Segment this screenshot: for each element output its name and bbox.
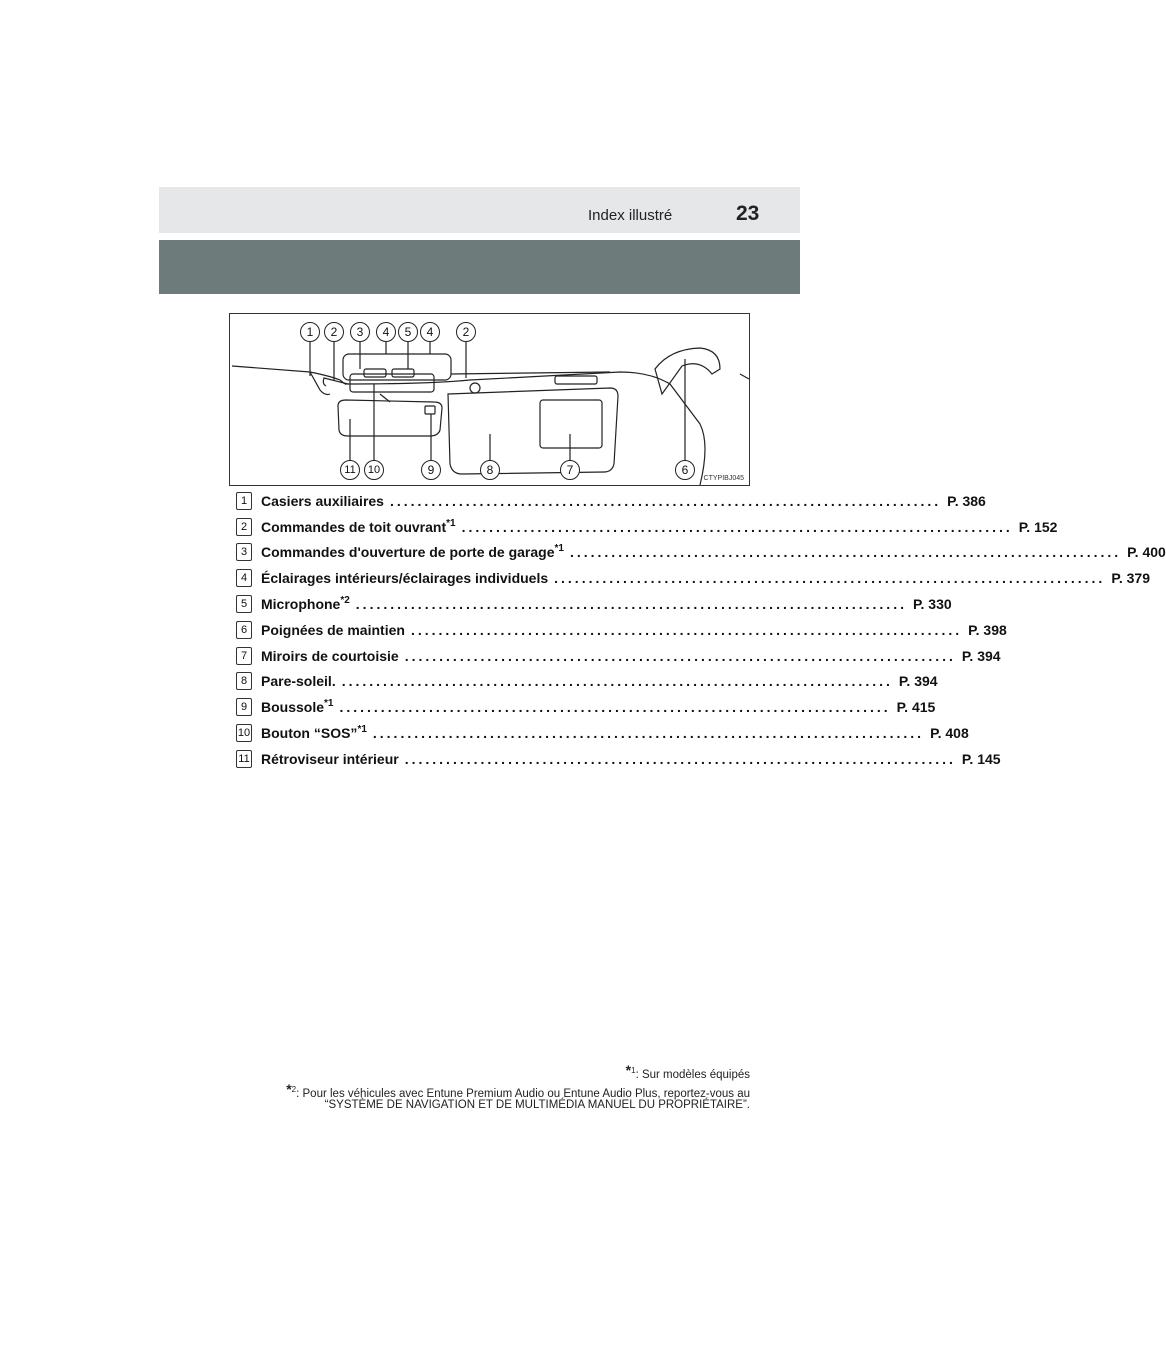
entry-number-badge: 11 <box>236 750 252 768</box>
entry-label-text: Commandes de toit ouvrant <box>261 518 447 535</box>
entry-label-text: Éclairages intérieurs/éclairages individuels <box>261 570 549 587</box>
entry-label <box>261 519 456 535</box>
footnote-mark: * <box>286 1081 292 1097</box>
footnote-2 <box>286 1081 750 1100</box>
index-entry <box>236 565 1150 591</box>
entry-page-ref: P. 152 <box>1018 518 1058 535</box>
dot-leader: ................................................................................ <box>404 750 956 767</box>
entry-page-ref: P. 408 <box>930 725 969 742</box>
entry-label-text: Bouton “SOS” <box>261 725 358 742</box>
entry-label <box>261 622 405 638</box>
entry-label <box>261 673 336 689</box>
callout-10: 10 <box>364 460 384 480</box>
entry-label-text: Miroirs de courtoisie <box>261 647 399 664</box>
dot-leader: ................................................................................ <box>341 673 893 690</box>
entry-label-text: Casiers auxiliaires <box>261 492 384 509</box>
entry-footnote-ref: *1 <box>554 543 564 555</box>
footnote-number: 2 <box>291 1085 297 1094</box>
callout-5: 5 <box>398 322 418 342</box>
footnote-text: “SYSTÈME DE NAVIGATION ET DE MULTIMÉDIA MANUEL DU PROPRIÉTAIRE”. <box>324 1099 750 1111</box>
dot-leader: ................................................................................ <box>569 544 1122 561</box>
footnote-1 <box>626 1062 750 1081</box>
entry-page-ref: P. 330 <box>912 596 952 613</box>
callout-3: 3 <box>350 322 370 342</box>
callout-11: 11 <box>340 460 360 480</box>
callout-8: 8 <box>480 460 500 480</box>
page-number: 23 <box>736 202 760 225</box>
callout-4: 4 <box>376 322 396 342</box>
footnote-text: : Pour les véhicules avec Entune Premium Audio ou Entune Audio Plus, reportez-vous au <box>296 1088 750 1100</box>
entry-footnote-ref: *1 <box>357 724 367 736</box>
index-entry <box>236 669 938 695</box>
entry-number-badge: 5 <box>236 595 252 613</box>
index-entry <box>236 488 986 514</box>
header-band-dark <box>159 240 800 294</box>
dot-leader: ................................................................................ <box>355 596 907 613</box>
entry-label <box>261 699 333 715</box>
entry-page-ref: P. 386 <box>947 492 986 509</box>
dot-leader: ................................................................................ <box>554 570 1106 587</box>
entry-page-ref: P. 379 <box>1111 570 1150 587</box>
entry-label-text: Boussole <box>261 699 325 716</box>
entry-label <box>261 596 350 612</box>
entry-number-badge: 7 <box>236 647 252 665</box>
entry-label <box>261 570 548 586</box>
index-entry <box>236 514 1058 540</box>
entry-number-badge: 3 <box>236 543 252 561</box>
entry-number-badge: 10 <box>236 724 252 742</box>
index-entry <box>236 643 1001 669</box>
entry-page-ref: P. 145 <box>961 750 1001 767</box>
callout-9: 9 <box>421 460 441 480</box>
index-list <box>236 488 1166 772</box>
callout-6: 6 <box>675 460 695 480</box>
dot-leader: ................................................................................ <box>339 699 891 716</box>
entry-label <box>261 648 399 664</box>
entry-number-badge: 2 <box>236 518 252 536</box>
dot-leader: ................................................................................ <box>404 647 956 664</box>
callout-2-second: 2 <box>456 322 476 342</box>
entry-footnote-ref: *2 <box>340 595 350 607</box>
entry-label-text: Poignées de maintien <box>261 621 405 638</box>
dot-leader: ................................................................................ <box>410 621 963 638</box>
callout-4-second: 4 <box>420 322 440 342</box>
entry-page-ref: P. 400 <box>1127 544 1166 561</box>
entry-page-ref: P. 394 <box>961 647 1001 664</box>
entry-label-text: Rétroviseur intérieur <box>261 750 399 767</box>
entry-page-ref: P. 398 <box>968 621 1007 638</box>
entry-number-badge: 4 <box>236 569 252 587</box>
footnote-number: 1 <box>631 1066 636 1075</box>
footnote-2-continued <box>325 1099 750 1111</box>
entry-label <box>261 544 564 560</box>
page-section-title: Index illustré <box>588 207 673 224</box>
footnote-text: : Sur modèles équipés <box>635 1069 750 1081</box>
interior-overhead-illustration <box>229 313 750 486</box>
entry-footnote-ref: *1 <box>324 698 334 710</box>
entry-page-ref: P. 415 <box>896 699 936 716</box>
index-entry <box>236 746 1001 772</box>
header-band-light <box>159 187 800 233</box>
dot-leader: ................................................................................ <box>389 492 942 509</box>
callout-1: 1 <box>300 322 320 342</box>
callout-2: 2 <box>324 322 344 342</box>
entry-label-text: Microphone <box>261 596 341 613</box>
index-entry <box>236 694 936 720</box>
entry-page-ref: P. 394 <box>898 673 938 690</box>
entry-label-text: Commandes d'ouverture de porte de garage <box>261 544 555 561</box>
index-entry <box>236 617 1007 643</box>
entry-label <box>261 751 399 767</box>
entry-label <box>261 725 367 741</box>
entry-label-text: Pare-soleil. <box>261 673 336 690</box>
dot-leader: ................................................................................ <box>461 518 1013 535</box>
callout-7: 7 <box>560 460 580 480</box>
figure-code: CTYPIBJ045 <box>703 475 744 482</box>
dot-leader: ................................................................................ <box>372 725 925 742</box>
entry-number-badge: 1 <box>236 492 252 510</box>
entry-number-badge: 9 <box>236 698 252 716</box>
entry-footnote-ref: *1 <box>446 517 456 529</box>
index-entry <box>236 540 1166 566</box>
index-entry <box>236 720 969 746</box>
footnote-mark: * <box>625 1062 632 1078</box>
entry-label <box>261 493 384 509</box>
entry-number-badge: 6 <box>236 621 252 639</box>
entry-number-badge: 8 <box>236 672 252 690</box>
index-entry <box>236 591 952 617</box>
